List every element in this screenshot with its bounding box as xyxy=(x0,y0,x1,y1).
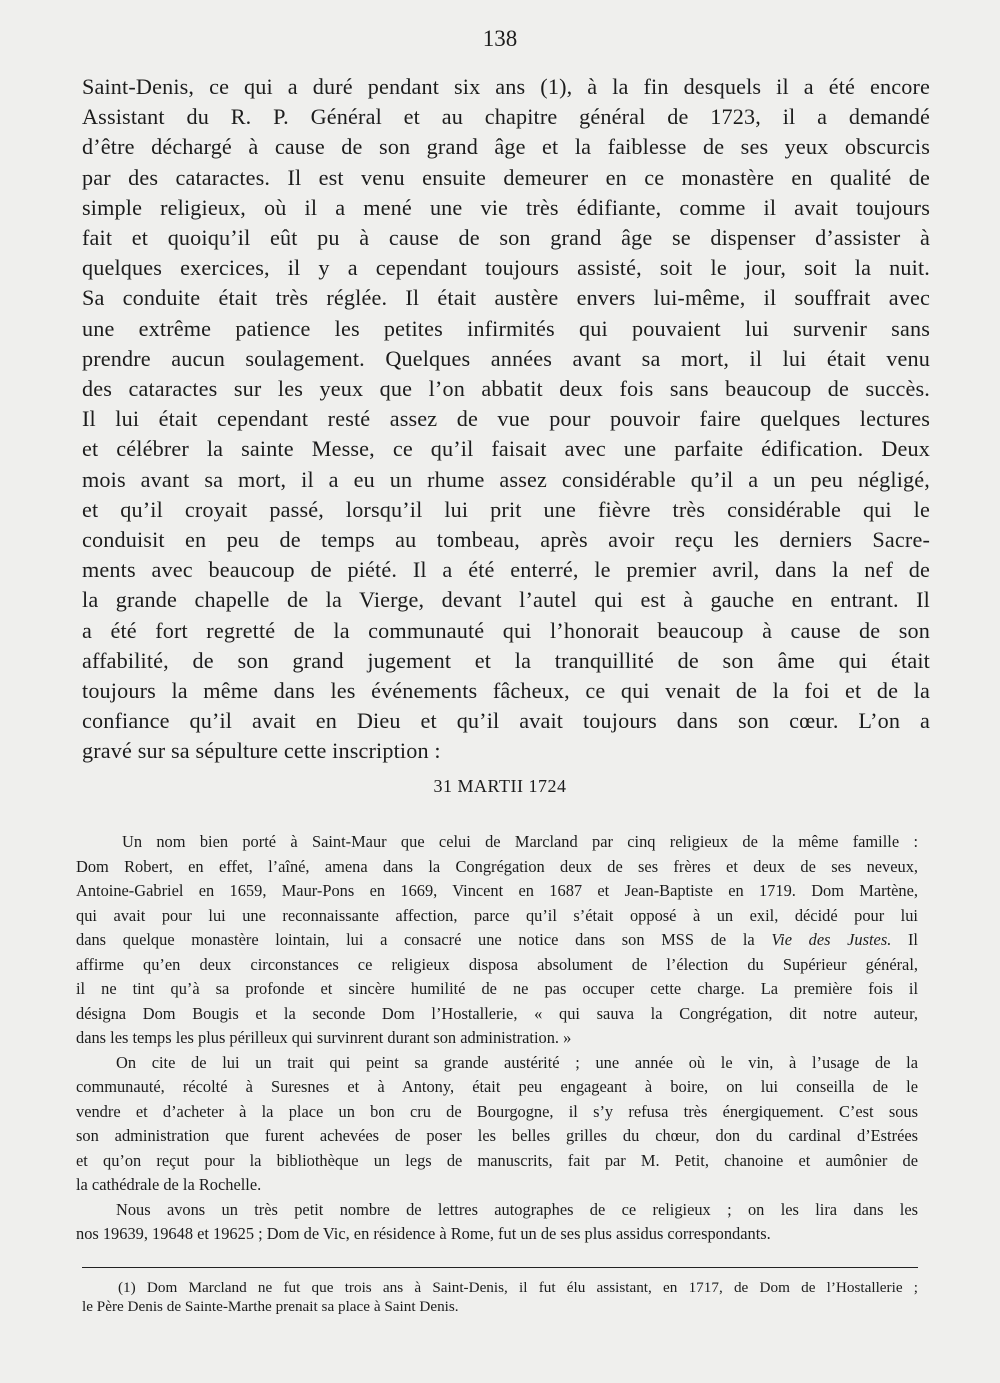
main-line: par des cataractes. Il est venu ensuite demeurer en ce monastère en qualité de xyxy=(82,164,930,190)
note-line: affirme qu’en deux circonstances ce religieux disposa absolument de l’élection du Supérieur général, xyxy=(76,954,918,974)
main-line: conduisit en peu de temps au tombeau, après avoir reçu les derniers Sacre- xyxy=(82,527,930,553)
main-line: Assistant du R. P. Général et au chapitre général de 1723, il a demandé xyxy=(82,104,930,130)
footnote xyxy=(82,1278,918,1316)
book-title: Vie des Justes. xyxy=(771,930,892,949)
footnote-line: le Père Denis de Sainte-Marthe prenait sa place à Saint Denis. xyxy=(82,1298,459,1315)
note-line: vendre et d’acheter à la place un bon cru de Bourgogne, il s’y refusa très énergiquement. C’est sous xyxy=(76,1101,918,1121)
note-line xyxy=(76,928,918,953)
main-line: ments avec beaucoup de piété. Il a été enterré, le premier avril, dans la nef de xyxy=(82,557,930,583)
main-line: toujours la même dans les événements fâcheux, ce qui venait de la foi et de la xyxy=(82,678,930,704)
note-line: dans les temps les plus périlleux qui survinrent durant son administration. » xyxy=(76,1028,572,1047)
main-line: confiance qu’il avait en Dieu et qu’il avait toujours dans son cœur. L’on a xyxy=(82,708,930,734)
note-line: Un nom bien porté à Saint-Maur que celui de Marcland par cinq religieux de la même famille : xyxy=(122,832,918,851)
main-line: et célébrer la sainte Messe, ce qu’il faisait avec une parfaite édification. Deux xyxy=(82,436,930,462)
footnote-line: (1) Dom Marcland ne fut que trois ans à Saint-Denis, il fut élu assistant, en 1717, de Dom de l’Hostallerie ; xyxy=(118,1279,918,1296)
editor-note xyxy=(76,830,918,1247)
main-line: et qu’il croyait passé, lorsqu’il lui prit une fièvre très considérable qui le xyxy=(82,496,930,522)
note-line: il ne tint qu’à sa profonde et sincère humilité de ne pas occuper cette charge. La première fois il xyxy=(76,979,918,998)
note-line: nos 19639, 19648 et 19625 ; Dom de Vic, en résidence à Rome, fut un de ses plus assidus correspondants. xyxy=(76,1224,771,1243)
main-line: affabilité, de son grand jugement et la tranquillité de son âme qui était xyxy=(82,647,930,673)
page-number: 138 xyxy=(482,26,518,51)
main-line: a été fort regretté de la communauté qui l’honorait beaucoup à cause de son xyxy=(82,617,930,643)
main-line: quelques exercices, il y a cependant toujours assisté, soit le jour, soit la nuit. xyxy=(82,255,930,281)
note-line: la cathédrale de la Rochelle. xyxy=(76,1175,262,1194)
note-line-text: dans quelque monastère lointain, lui a consacré une notice dans son MSS de la xyxy=(76,930,755,949)
note-line: et qu’on reçut pour la bibliothèque un legs de manuscrits, fait par M. Petit, chanoine et aumônier de xyxy=(76,1150,918,1170)
note-line: Antoine-Gabriel en 1659, Maur-Pons en 1669, Vincent en 1687 et Jean-Baptiste en 1719. Dom Martène, xyxy=(76,881,918,900)
inscription-date: 31 MARTII 1724 xyxy=(433,776,567,796)
main-line: mois avant sa mort, il a eu un rhume assez considérable qu’il a un peu négligé, xyxy=(82,466,930,492)
note-line: désigna Dom Bougis et la seconde Dom l’Hostallerie, « qui sauva la Congrégation, dit notre auteur, xyxy=(76,1003,918,1023)
note-line: On cite de lui un trait qui peint sa grande austérité ; une année où le vin, à l’usage de la xyxy=(116,1052,918,1072)
note-line: qui avait pour lui une reconnaissante affection, parce qu’il s’était opposé à un exil, décidé pour lui xyxy=(76,905,918,925)
note-line: communauté, récolté à Suresnes et à Antony, était peu engageant à boire, on lui conseilla de le xyxy=(76,1077,918,1096)
main-line: Il lui était cependant resté assez de vue pour pouvoir faire quelques lectures xyxy=(82,406,930,432)
note-line: Dom Robert, en effet, l’aîné, amena dans la Congrégation deux de ses frères et deux de ses neveux, xyxy=(76,856,918,876)
main-text xyxy=(82,72,930,767)
main-line: Saint-Denis, ce qui a duré pendant six ans (1), à la fin desquels il a été encore xyxy=(82,74,930,99)
note-line: son administration que furent achevées de poser les belles grilles du chœur, don du cardinal d’Estrées xyxy=(76,1126,918,1145)
main-line: simple religieux, où il a mené une vie très édifiante, comme il avait toujours xyxy=(82,194,930,220)
main-line: gravé sur sa sépulture cette inscription : xyxy=(82,738,441,764)
main-line: Sa conduite était très réglée. Il était austère envers lui-même, il souffrait avec xyxy=(82,285,930,311)
main-line: fait et quoiqu’il eût pu à cause de son grand âge se dispenser d’assister à xyxy=(82,225,930,251)
main-line: d’être déchargé à cause de son grand âge et la faiblesse de ses yeux obscurcis xyxy=(82,134,930,160)
footnote-divider xyxy=(82,1267,918,1268)
main-line: prendre aucun soulagement. Quelques années avant sa mort, il lui était venu xyxy=(82,345,930,371)
main-line: une extrême patience les petites infirmités qui pouvaient lui survenir sans xyxy=(82,315,930,341)
note-line: Nous avons un très petit nombre de lettres autographes de ce religieux ; on les lira dans les xyxy=(116,1199,918,1219)
note-line-tail: Il xyxy=(891,930,918,949)
main-line: la grande chapelle de la Vierge, devant l’autel qui est à gauche en entrant. Il xyxy=(82,587,930,613)
main-line: des cataractes sur les yeux que l’on abbatit deux fois sans beaucoup de succès. xyxy=(82,376,930,402)
